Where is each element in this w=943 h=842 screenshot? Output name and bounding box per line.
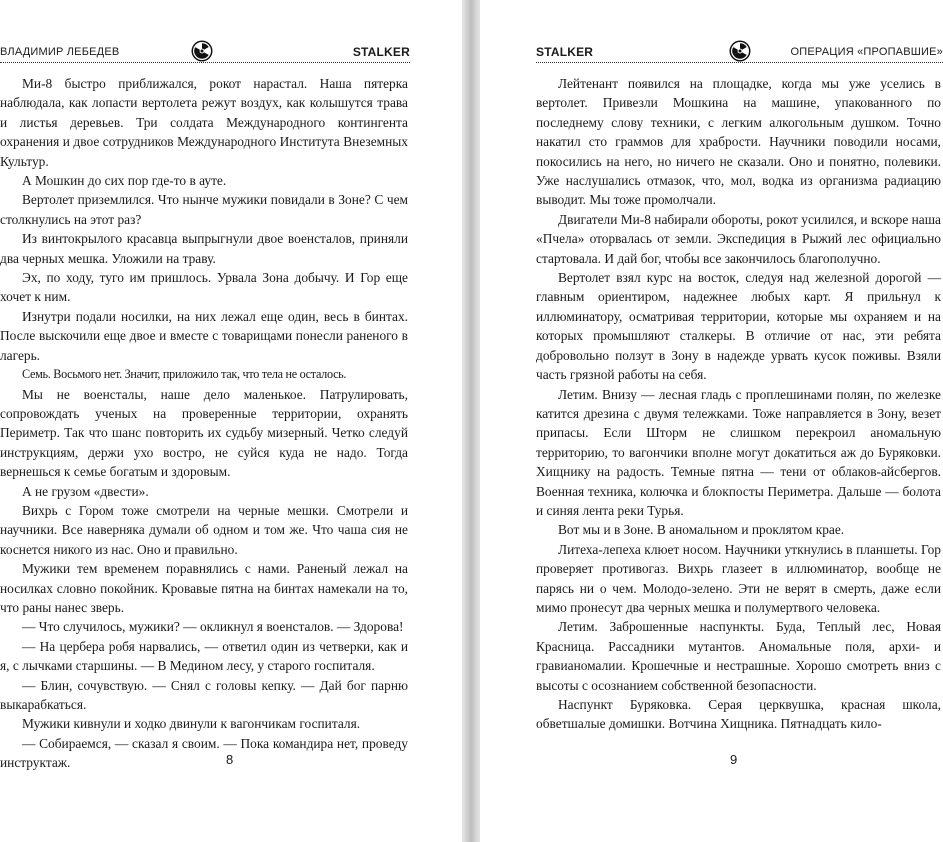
left-body-text: [0, 74, 408, 773]
paragraph: Двигатели Ми-8 набирали обороты, рокот усилился, и вскоре наша «Пчела» оторвалась от земли. Экспедиция в Рыжий лес официально стартовала. И дай бог, чтобы все закончилось благополучно.: [536, 211, 941, 266]
paragraph: А Мошкин до сих пор где-то в ауте.: [22, 173, 227, 189]
paragraph: Мужики кивнули и ходко двинули к вагончикам госпиталя.: [22, 716, 361, 732]
right-running-header: [536, 40, 943, 66]
header-dotted-rule: [536, 62, 943, 63]
paragraph: Изнутри подали носилки, на них лежал еще один, весь в бинтах. После выскочили еще двое и вместе с товарищами понесли раненого в лагерь.: [0, 308, 408, 363]
page-number: 9: [730, 752, 738, 767]
paragraph: — Собираемся, — сказал я своим. — Пока командира нет, проведу инструктаж.: [0, 735, 408, 771]
right-page: [480, 0, 943, 842]
paragraph: — Блин, сочувствую. — Снял с головы кепку. — Дай бог парню выкарабкаться.: [0, 677, 408, 712]
paragraph: Ми-8 быстро приближался, рокот нарастал. Наша пятерка наблюдала, как лопасти вертолета режут воздух, как колышутся трава и листья деревьев. Три солдата Международного контингента охранения и двое сотрудников Международного Института Внеземных Культур.: [0, 76, 408, 169]
paragraph: Летим. Заброшенные наспункты. Буда, Теплый лес, Новая Красница. Рассадники мутантов. Аномальные поля, архи- и гравианомалии. Крошечные и нестрашные. Хорошо смотреть вниз с высоты с осознанием собственной безопасности.: [536, 619, 941, 693]
paragraph: Вертолет взял курс на восток, следуя над железной дорогой — главным ориентиром, надежнее любых карт. Я прильнул к иллюминатору, осматривая территории, которые мы охраняем и на которых промышляют сталкеры. В отличие от нас, эти ребята добровольно ползут в Зону в надежде урвать кусок поживы. Взяли часть грязной работы на себя.: [536, 270, 941, 383]
paragraph: Литеха-лепеха клюет носом. Научники уткнулись в планшеты. Гор проверяет противогаз. Вихрь глазеет в иллюминатор, вообще не парясь ни о чем. Молодо-зелено. Эти не верят в смерть, даже если мимо пронесут два черных мешка и полумертвого человека.: [536, 541, 941, 615]
paragraph: Вертолет приземлился. Что нынче мужики повидали в Зоне? С чем столкнулись на этот раз?: [0, 192, 408, 227]
paragraph: Вихрь с Гором тоже смотрели на черные мешки. Смотрели и научники. Все наверняка думали об одном и том же. Что чаша сия не коснется никого из нас. Оно и правильно.: [0, 502, 408, 557]
radiation-trefoil-icon: [729, 40, 751, 62]
header-dotted-rule: [0, 62, 410, 63]
paragraph: Летим. Внизу — лесная гладь с проплешинами полян, по железке катится дрезина с двумя тележками. Тоже направляется в Зону, везет припасы. Если Шторм не слишком перекроил аномальную территорию, то вагончики вполне могут докатиться аж до Буряковки. Хищнику на радость. Темные пятна — тени от облаков-айсбергов. Военная техника, колючка и блокпосты Периметра. Дальше — болота и синяя лента реки Турья.: [536, 386, 941, 518]
book-series-title: STALKER: [352, 45, 410, 59]
paragraph: Из винтокрылого красавца выпрыгнули двое военсталов, приняли два черных мешка. Уложили на траву.: [0, 231, 408, 266]
left-running-header: [0, 40, 410, 66]
paragraph: Вот мы и в Зоне. В аномальном и проклятом крае.: [558, 522, 845, 538]
book-series-title: STALKER: [536, 45, 594, 59]
paragraph: Наспункт Буряковка. Серая церквушка, красная школа, обветшалые домишки. Вотчина Хищника. Пятнадцать кило-: [536, 697, 941, 732]
paragraph: А не грузом «двести».: [22, 483, 149, 499]
paragraph: — На цербера робя нарвались, — ответил один из четверки, как и я, с лычками старшины. — В Медином лесу, у старого госпиталя.: [0, 638, 408, 674]
paragraph: Эх, по ходу, туго им пришлось. Урвала Зона добычу. И Гор еще хочет к ним.: [0, 270, 408, 305]
page-number: 8: [226, 752, 234, 767]
left-page: [0, 0, 462, 842]
right-body-text: [536, 74, 941, 734]
paragraph: Семь. Восьмого нет. Значит, приложило так, что тела не осталось.: [22, 367, 347, 382]
paragraph: — Что случилось, мужики? — окликнул я военсталов. — Здорова!: [22, 619, 404, 635]
author-name: ВЛАДИМИР ЛЕБЕДЕВ: [0, 46, 120, 58]
paragraph: Лейтенант появился на площадке, когда мы уже уселись в вертолет. Привезли Мошкина на машине, упакованного по последнему слову техники, с легким алкогольным душком. Точно накатил сто граммов для храбрости. Научники поводили носами, покосились на него, но ничего не сказали. Оно и понятно, полевики. Уже наслушались отмазок, что, мол, водка из организма радиацию выводит. Мы тоже промолчали.: [536, 76, 941, 208]
chapter-title: ОПЕРАЦИЯ «ПРОПАВШИЕ»: [790, 46, 943, 58]
paragraph: Мужики тем временем поравнялись с нами. Раненый лежал на носилках словно покойник. Кровавые пятна на бинтах намекали на то, что раны нанес зверь.: [0, 561, 408, 615]
paragraph: Мы не военсталы, наше дело маленькое. Патрулировать, сопровождать ученых на проверенные территории, охранять Периметр. Так что шанс повторить их судьбу мизерный. Четко следуй инструкциям, держи ухо востро, не суйся куда не надо. Тогда вернешься к семье богатым и здоровым.: [0, 386, 408, 480]
radiation-trefoil-icon: [191, 40, 213, 62]
